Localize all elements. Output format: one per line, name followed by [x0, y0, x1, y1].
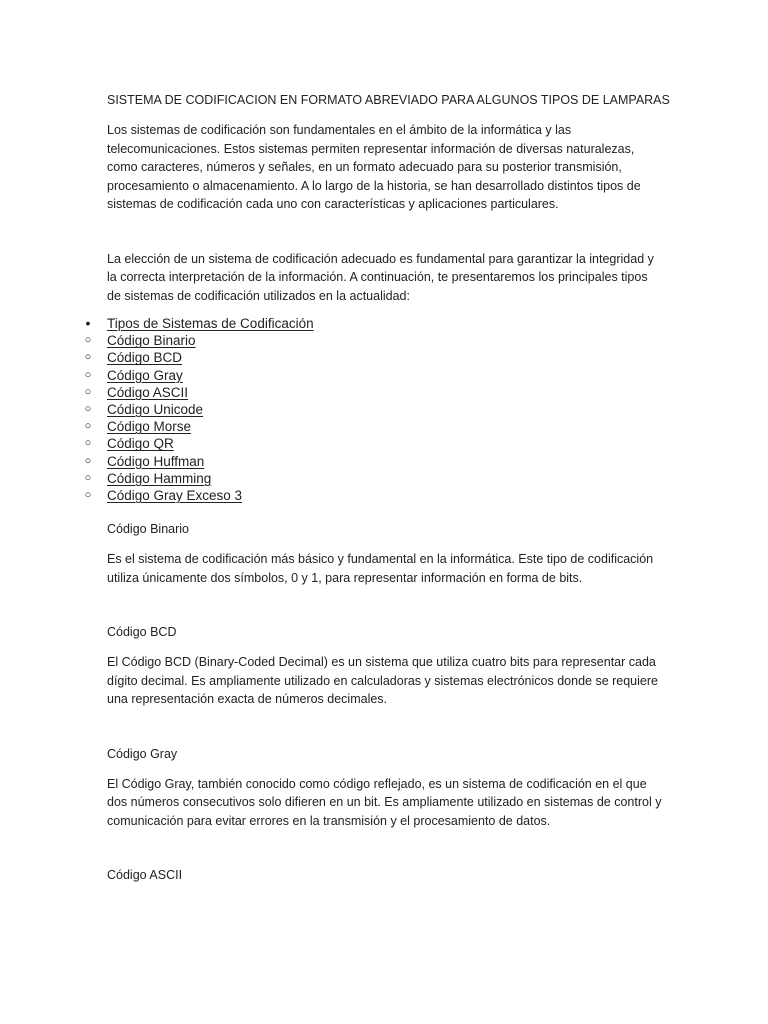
toc-item-huffman	[84, 453, 662, 470]
toc-link-qr[interactable]: Código QR	[107, 436, 174, 452]
toc-item-binario	[84, 332, 662, 349]
toc-link-gray-exceso-3[interactable]: Código Gray Exceso 3	[107, 487, 243, 503]
toc-link-ascii[interactable]: Código ASCII	[107, 384, 189, 400]
section-body: El Código Gray, también conocido como código reflejado, es un sistema de codificación en el que dos números consecutivos solo difieren en un bit. Es ampliamente utilizado en sistemas de control y comunicación para evitar errores en la transmisión y el procesamiento de datos.	[107, 776, 662, 828]
bullet-hollow-icon: ○	[84, 454, 92, 467]
toc-link-binario[interactable]: Código Binario	[107, 333, 196, 349]
section-heading: Código ASCII	[107, 868, 183, 883]
document-content	[84, 91, 670, 896]
bullet-hollow-icon: ○	[84, 368, 92, 381]
section-body: Es el sistema de codificación más básico y fundamental en la informática. Este tipo de codificación utiliza únicamente dos símbolos, 0 y 1, para representar información en forma de bits.	[107, 552, 654, 585]
section-binario	[107, 520, 662, 587]
toc-item-morse	[84, 418, 662, 435]
bullet-hollow-icon: ○	[84, 402, 92, 415]
toc-item-ascii	[84, 384, 662, 401]
toc-link-huffman[interactable]: Código Huffman	[107, 453, 205, 469]
bullet-hollow-icon: ○	[84, 334, 92, 347]
intro-paragraph-1: Los sistemas de codificación son fundamentales en el ámbito de la informática y las telecomunicaciones. Estos sistemas permiten representar información de diversas naturalezas, como caracteres, números y señales, en un formato adecuado para su posterior transmisión, procesamiento o almacenamiento. A lo largo de la historia, se han desarrollado distintos tipos de sistemas de codificación cada uno con características y aplicaciones particulares.	[107, 123, 641, 211]
toc-item-tipos	[85, 315, 662, 332]
toc-link-bcd[interactable]: Código BCD	[107, 350, 183, 366]
bullet-hollow-icon: ○	[84, 488, 92, 501]
section-gray	[107, 745, 662, 831]
bullet-hollow-icon: ○	[84, 351, 92, 364]
bullet-hollow-icon: ○	[84, 385, 92, 398]
table-of-contents	[84, 315, 662, 504]
bullet-hollow-icon: ○	[84, 471, 92, 484]
toc-item-bcd	[84, 349, 662, 366]
toc-link-morse[interactable]: Código Morse	[107, 419, 192, 435]
toc-item-unicode	[84, 401, 662, 418]
toc-item-gray-exceso-3	[84, 487, 662, 504]
bullet-solid-icon: •	[85, 315, 91, 331]
toc-item-qr	[84, 435, 662, 452]
section-heading: Código BCD	[107, 625, 177, 640]
section-heading: Código Gray	[107, 746, 178, 761]
page-title: SISTEMA DE CODIFICACION EN FORMATO ABREVIADO PARA ALGUNOS TIPOS DE LAMPARAS	[107, 93, 670, 107]
section-heading: Código Binario	[107, 522, 189, 537]
section-body: El Código BCD (Binary-Coded Decimal) es un sistema que utiliza cuatro bits para representar cada dígito decimal. Es ampliamente utilizado en calculadoras y sistemas electrónicos donde se requiere una representación exacta de números decimales.	[107, 655, 658, 707]
toc-link-tipos[interactable]: Tipos de Sistemas de Codificación	[107, 316, 314, 331]
section-bcd	[107, 623, 662, 709]
toc-link-gray[interactable]: Código Gray	[107, 367, 183, 383]
bullet-hollow-icon: ○	[84, 437, 92, 450]
toc-item-gray	[84, 367, 662, 384]
toc-item-hamming	[84, 470, 662, 487]
intro-paragraph-2: La elección de un sistema de codificación adecuado es fundamental para garantizar la integridad y la correcta interpretación de la información. A continuación, te presentaremos los principales tipos de sistemas de codificación utilizados en la actualidad:	[107, 251, 654, 303]
toc-link-hamming[interactable]: Código Hamming	[107, 470, 212, 486]
bullet-hollow-icon: ○	[84, 420, 92, 433]
section-ascii	[107, 866, 662, 884]
toc-link-unicode[interactable]: Código Unicode	[107, 401, 204, 417]
